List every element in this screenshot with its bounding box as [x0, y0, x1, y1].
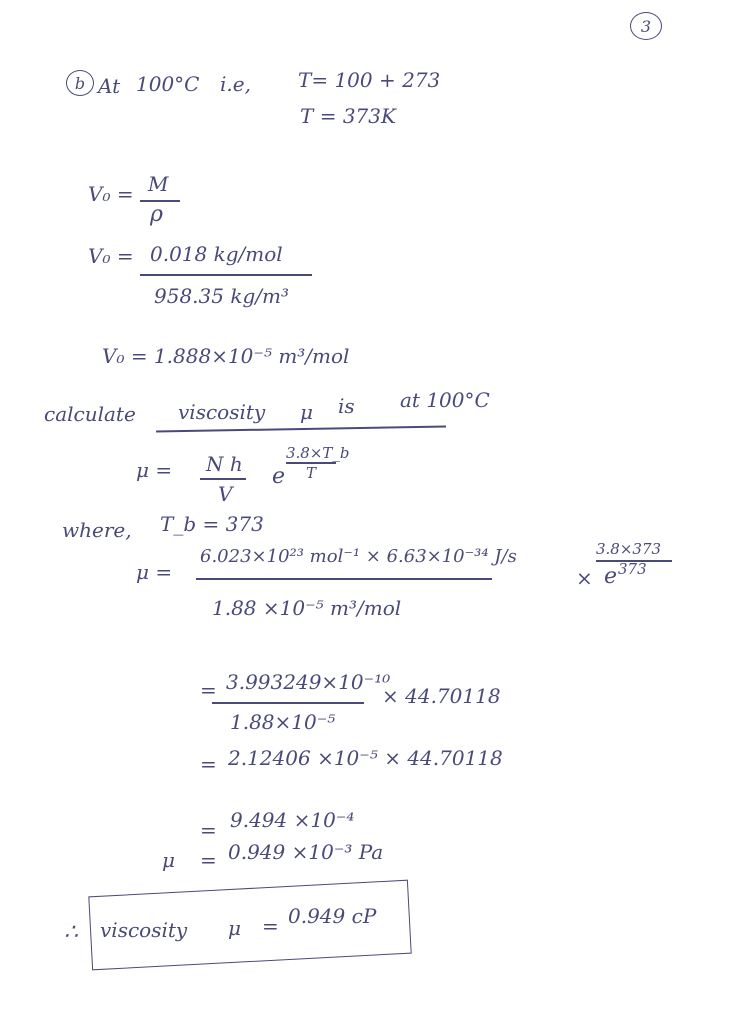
mu-symbol: μ	[300, 400, 313, 424]
sub-times: ×	[576, 566, 593, 590]
final-value: 0.949 cP	[288, 904, 377, 928]
sub-exp-base: e	[604, 564, 618, 589]
sub-lhs: μ =	[136, 560, 173, 584]
viscosity-underline	[156, 425, 446, 432]
vo-result: V₀ = 1.888×10⁻⁵ m³/mol	[102, 344, 350, 368]
step1-equals: =	[200, 678, 217, 702]
therefore-symbol: ∴	[64, 920, 78, 945]
step4-equals: =	[200, 848, 217, 872]
page-number: 3	[640, 16, 652, 36]
formula-fraction-bar	[200, 478, 246, 480]
part-label: b	[74, 73, 86, 93]
vo-sub-denominator: 958.35 kg/m³	[154, 284, 289, 308]
at-text: At	[98, 74, 121, 98]
step3-expression: 9.494 ×10⁻⁴	[230, 808, 355, 832]
formula-numerator: N h	[206, 452, 243, 476]
vo-sub-fraction-bar	[140, 274, 312, 276]
where-text: where,	[62, 518, 132, 542]
step2-expression: 2.12406 ×10⁻⁵ × 44.70118	[228, 746, 503, 770]
step1-denominator: 1.88×10⁻⁵	[230, 710, 336, 734]
sub-exp-bottom: 373	[618, 560, 647, 578]
page-number-circle	[630, 12, 662, 40]
final-viscosity-label: viscosity	[100, 918, 188, 942]
part-label-circle	[66, 70, 94, 96]
is-text: is	[338, 394, 355, 418]
vo-def-lhs: V₀ =	[88, 182, 134, 206]
sub-numerator: 6.023×10²³ mol⁻¹ × 6.63×10⁻³⁴ J/s	[200, 546, 517, 567]
step4-expression: 0.949 ×10⁻³ Pa	[228, 840, 384, 864]
step4-mu: μ	[162, 848, 175, 872]
sub-fraction-bar	[196, 578, 492, 580]
step1-fraction-bar	[212, 702, 364, 704]
sub-denominator: 1.88 ×10⁻⁵ m³/mol	[212, 596, 402, 620]
formula-exp-bottom: T	[306, 464, 317, 482]
formula-exp-top: 3.8×T_b	[286, 444, 350, 462]
step1-numerator: 3.993249×10⁻¹⁰	[226, 670, 391, 694]
final-equals: =	[262, 914, 279, 938]
step3-equals: =	[200, 818, 217, 842]
formula-denominator: V	[218, 482, 233, 506]
step2-equals: =	[200, 752, 217, 776]
ie-text: i.e,	[220, 72, 251, 96]
vo-sub-numerator: 0.018 kg/mol	[150, 242, 283, 266]
kelvin-result: T = 373K	[300, 104, 396, 128]
vo-sub-lhs: V₀ =	[88, 244, 134, 268]
tb-value: T_b = 373	[160, 512, 264, 536]
calculate-text: calculate	[44, 402, 136, 426]
at-100c-text: at 100°C	[400, 388, 490, 412]
vo-def-denominator: ρ	[150, 202, 163, 227]
formula-lhs: μ =	[136, 458, 173, 482]
temperature-celsius: 100°C	[136, 72, 200, 96]
kelvin-conversion: T= 100 + 273	[298, 68, 441, 92]
step1-multiplier: × 44.70118	[382, 684, 501, 708]
sub-exp-top: 3.8×373	[596, 540, 662, 558]
vo-def-numerator: M	[148, 172, 169, 196]
final-mu: μ	[228, 916, 241, 940]
viscosity-word: viscosity	[178, 400, 266, 424]
formula-exp-base: e	[272, 464, 286, 489]
